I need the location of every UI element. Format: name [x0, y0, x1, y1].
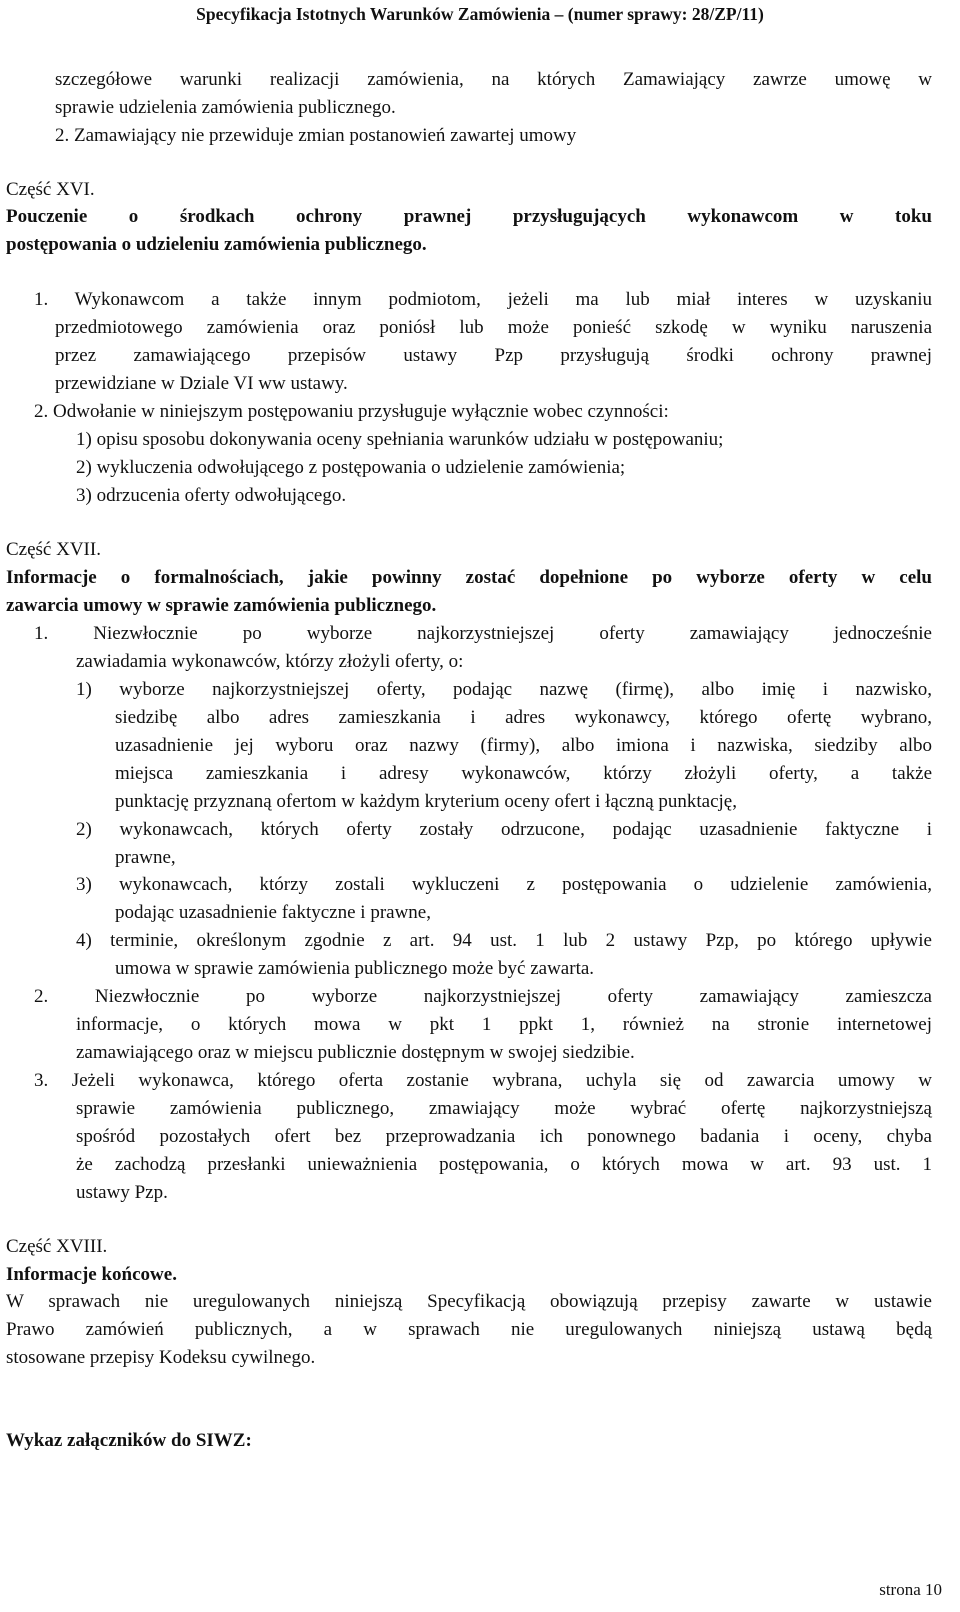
part17-item2-line-2: informacje, o których mowa w pkt 1 ppkt 1, również na stronie internetowej: [76, 1014, 932, 1035]
part17-item3-line-5: ustawy Pzp.: [76, 1182, 168, 1203]
part17-item1-line-2: zawiadamia wykonawców, którzy złożyli oferty, o:: [76, 651, 464, 672]
part17-title-line-1: Informacje o formalnościach, jakie powinny zostać dopełnione po wyborze oferty w celu: [6, 567, 932, 588]
part17-item2-line-3: zamawiającego oraz w miejscu publicznie dostępnym w swojej siedzibie.: [76, 1042, 635, 1063]
part16-title-line-2: postępowania o udzieleniu zamówienia publicznego.: [6, 234, 427, 255]
part18-line-3: stosowane przepisy Kodeksu cywilnego.: [6, 1347, 316, 1368]
part17-item1-sub1-line-5: punktację przyznaną ofertom w każdym kryterium oceny ofert i łączną punktację,: [115, 791, 737, 812]
part16-p2-sub-1: 1) opisu sposobu dokonywania oceny spełniania warunków udziału w postępowaniu;: [76, 429, 724, 450]
part16-p2-sub-2: 2) wykluczenia odwołującego z postępowania o udzielenie zamówienia;: [76, 457, 626, 478]
part16-p2-sub-3: 3) odrzucenia oferty odwołującego.: [76, 485, 347, 506]
part16-p1-line-3: przez zamawiającego przepisów ustawy Pzp przysługują środki ochrony prawnej: [55, 345, 932, 366]
part16-p1-line-2: przedmiotowego zamówienia oraz poniósł lub może ponieść szkodę w wyniku naruszenia: [55, 317, 932, 338]
part17-item1-sub1-line-4: miejsca zamieszkania i adresy wykonawców, którzy złożyli oferty, a także: [115, 763, 932, 784]
part17-item1-sub4-line-1: 4) terminie, określonym zgodnie z art. 94 ust. 1 lub 2 ustawy Pzp, po którego upływie: [76, 930, 932, 951]
part18-heading: Część XVIII.: [6, 1236, 108, 1257]
part17-heading: Część XVII.: [6, 539, 101, 560]
part16-title-line-1: Pouczenie o środkach ochrony prawnej przysługujących wykonawcom w toku: [6, 206, 932, 227]
part17-item3-line-2: sprawie zamówienia publicznego, zmawiający może wybrać ofertę najkorzystniejszą: [76, 1098, 932, 1119]
attachments-heading: Wykaz załączników do SIWZ:: [6, 1430, 252, 1451]
part18-title: Informacje końcowe.: [6, 1264, 177, 1285]
part17-item3-line-1: 3. Jeżeli wykonawca, którego oferta zostanie wybrana, uchyla się od zawarcia umowy w: [34, 1070, 932, 1091]
page-number: strona 10: [879, 1580, 942, 1599]
part18-line-1: W sprawach nie uregulowanych niniejszą Specyfikacją obowiązują przepisy zawarte w ustawie: [6, 1291, 932, 1312]
part17-item1-sub1-line-2: siedzibę albo adres zamieszkania i adres wykonawcy, którego ofertę wybrano,: [115, 707, 932, 728]
part17-item1-sub3-line-1: 3) wykonawcach, którzy zostali wykluczeni z postępowania o udzielenie zamówienia,: [76, 874, 932, 895]
part16-p1-line-1: 1. Wykonawcom a także innym podmiotom, jeżeli ma lub miał interes w uzyskaniu: [34, 289, 932, 310]
part17-item3-line-4: że zachodzą przesłanki unieważnienia postępowania, o których mowa w art. 93 ust. 1: [76, 1154, 932, 1175]
part16-p2-line-1: 2. Odwołanie w niniejszym postępowaniu przysługuje wyłącznie wobec czynności:: [34, 401, 669, 422]
part17-title-line-2: zawarcia umowy w sprawie zamówienia publicznego.: [6, 595, 437, 616]
part17-item2-line-1: 2. Niezwłocznie po wyborze najkorzystniejszej oferty zamawiający zamieszcza: [34, 986, 932, 1007]
part17-item1-sub3-line-2: podając uzasadnienie faktyczne i prawne,: [115, 902, 431, 923]
part17-item1-line-1: 1. Niezwłocznie po wyborze najkorzystniejszej oferty zamawiający jednocześnie: [34, 623, 932, 644]
part16-heading: Część XVI.: [6, 179, 95, 200]
part17-item1-sub1-line-3: uzasadnienie jej wyboru oraz nazwy (firmy), albo imiona i nazwiska, siedziby albo: [115, 735, 932, 756]
part17-item3-line-3: spośród pozostałych ofert bez przeprowadzania ich ponownego badania i oceny, chyba: [76, 1126, 932, 1147]
intro-item-2: 2. Zamawiający nie przewiduje zmian postanowień zawartej umowy: [55, 125, 577, 146]
intro-line-1: szczegółowe warunki realizacji zamówienia, na których Zamawiający zawrze umowę w: [55, 69, 932, 90]
part17-item1-sub1-line-1: 1) wyborze najkorzystniejszej oferty, podając nazwę (firmę), albo imię i nazwisko,: [76, 679, 932, 700]
part17-item1-sub2-line-1: 2) wykonawcach, których oferty zostały odrzucone, podając uzasadnienie faktyczne i: [76, 819, 932, 840]
part16-p1-line-4: przewidziane w Dziale VI ww ustawy.: [55, 373, 348, 394]
intro-line-2: sprawie udzielenia zamówienia publicznego.: [55, 97, 396, 118]
part18-line-2: Prawo zamówień publicznych, a w sprawach nie uregulowanych niniejszą ustawą będą: [6, 1319, 932, 1340]
document-header: Specyfikacja Istotnych Warunków Zamówienia – (numer sprawy: 28/ZP/11): [196, 4, 764, 24]
part17-item1-sub4-line-2: umowa w sprawie zamówienia publicznego może być zawarta.: [115, 958, 595, 979]
part17-item1-sub2-line-2: prawne,: [115, 847, 176, 868]
